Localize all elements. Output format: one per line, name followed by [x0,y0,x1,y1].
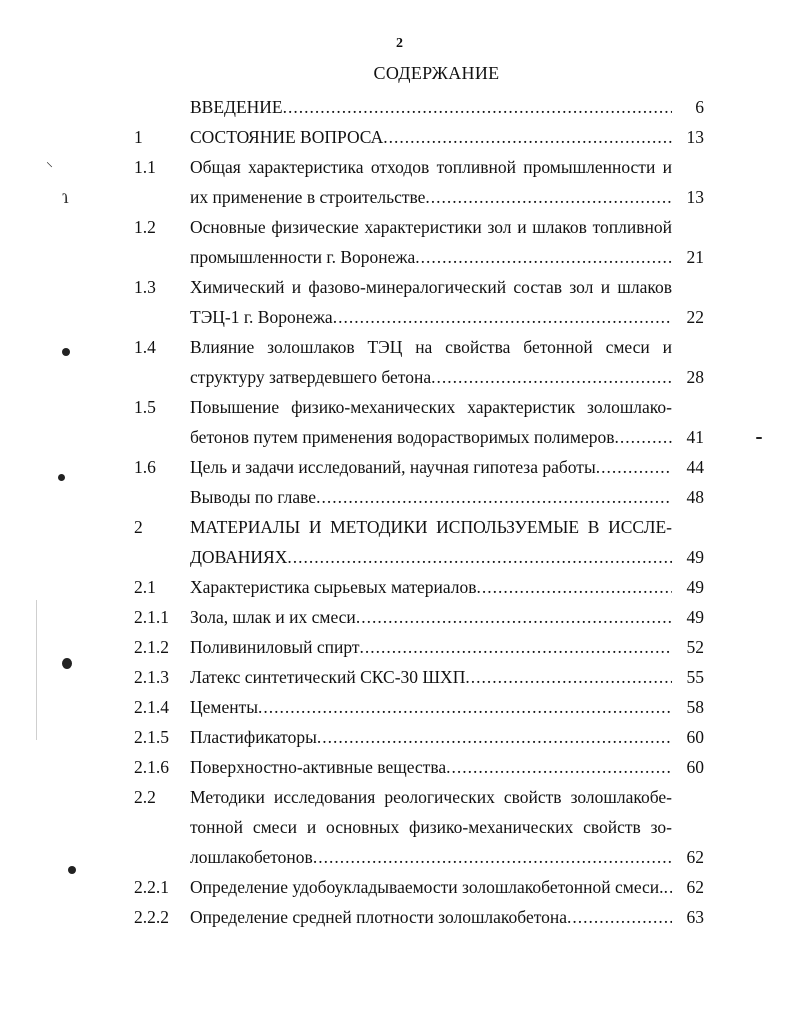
dot-leader [567,902,672,932]
toc-entry-page: 44 [686,457,704,477]
toc-entry-title [190,902,672,932]
toc-entry-line: промышленности г. Воронежа [190,247,416,267]
toc-entry-page: 28 [686,367,704,387]
toc-entry-page: 21 [686,247,704,267]
dot-leader [477,572,672,602]
toc-entry-line: Характеристика сырьевых материалов [190,577,477,597]
toc-entry-title [190,752,672,782]
toc-entry-number: 2.1.2 [134,637,169,657]
dot-leader [415,242,672,272]
toc-entry-number: 1.5 [134,397,156,417]
toc-entry-page: 49 [686,547,704,567]
page-title: СОДЕРЖАНИЕ [373,63,500,83]
toc-entry-page: 60 [686,757,704,777]
toc-entry-page: 62 [686,847,704,867]
toc-entry-line: структуру затвердевшего бетона [190,367,432,387]
toc-entry-title [190,692,672,722]
toc-entry-number: 2.2.2 [134,907,169,927]
toc-entry-page: 52 [686,637,704,657]
toc-entry-page: 63 [686,907,704,927]
toc-entry-line: Цементы [190,697,259,717]
toc-entry-line: СОСТОЯНИЕ ВОПРОСА [190,127,384,147]
toc-entry-line: лошлакобетонов [190,847,313,867]
scan-artifact [62,658,72,669]
toc-entry-page: 62 [686,877,704,897]
toc-entry-title [190,782,672,872]
toc-entry-line: ВВЕДЕНИЕ [190,97,283,117]
toc-entry-page: 48 [686,487,704,507]
toc-entry-page: 58 [686,697,704,717]
toc-entry-number: 2.1.3 [134,667,169,687]
toc-entry-page: 22 [686,307,704,327]
toc-entry-title [190,602,672,632]
toc-entry-number: 2.1.6 [134,757,169,777]
scan-artifact [36,600,37,740]
scan-artifact [58,474,65,481]
toc-entry-title [190,212,672,272]
toc-entry-page: 13 [686,127,704,147]
toc-entry-number: 2.2 [134,787,156,807]
toc-entry-title [190,392,672,452]
toc-entry-line: Общая характеристика отходов топливной промышленности и [190,157,672,177]
dot-leader [356,602,672,632]
dot-leader [431,362,672,392]
toc-entry-line: Определение средней плотности золошлакобетона [190,907,568,927]
toc-entry-number: 2.1.4 [134,697,169,717]
toc-entry-line: Поливиниловый спирт [190,637,360,657]
toc-entry-line: МАТЕРИАЛЫ И МЕТОДИКИ ИСПОЛЬЗУЕМЫЕ В ИССЛЕ- [190,517,672,537]
toc-entry-title [190,152,672,212]
toc-entry-number: 2.1.5 [134,727,169,747]
dot-leader [596,452,672,482]
toc-entry-page: 13 [686,187,704,207]
toc-entry-number: 2.1 [134,577,156,597]
toc-entry-line: Выводы по главе [190,487,317,507]
scan-artifact [756,437,762,439]
toc-entry-number: 2.1.1 [134,607,169,627]
toc-entry-line: бетонов путем применения водорастворимых полимеров [190,427,615,447]
scan-artifact [62,348,70,356]
dot-leader [283,92,672,122]
dot-leader [316,482,672,512]
scan-artifact: ⸌ [46,161,53,176]
toc-entry-title [190,872,672,902]
toc-entry-title [190,122,672,152]
dot-leader [313,842,672,872]
toc-entry-number: 2 [134,517,143,537]
dot-leader [446,752,672,782]
toc-entry-page: 6 [695,97,704,117]
toc-entry-title [190,722,672,752]
toc-entry-line: ТЭЦ-1 г. Воронежа [190,307,333,327]
toc-entry-line: Определение удобоукладываемости золошлакобетонной смеси. [190,877,664,897]
dot-leader [360,632,672,662]
dot-leader [317,722,672,752]
scan-artifact [68,866,76,874]
toc-entry-page: 41 [686,427,704,447]
dot-leader [425,182,672,212]
toc-entry-line: Влияние золошлаков ТЭЦ на свойства бетонной смеси и [190,337,672,357]
toc-entry-title [190,662,672,692]
toc-entry-title [190,572,672,602]
toc-entry-title [190,482,672,512]
toc-entry-title [190,512,672,572]
toc-entry-title [190,272,672,332]
toc-entry-line: Пластификаторы [190,727,317,747]
dot-leader [383,122,672,152]
toc-entry-number: 1.4 [134,337,156,357]
toc-entry-line: Химический и фазово-минералогический состав зол и шлаков [190,277,672,297]
dot-leader [287,542,672,572]
toc-entry-number: 1.6 [134,457,156,477]
toc-entry-title [190,332,672,392]
toc-entry-line: их применение в строительстве [190,187,426,207]
toc-entry-line: Методики исследования реологических свойств золошлакобе- [190,787,672,807]
dot-leader [465,662,672,692]
toc-entry-page: 49 [686,577,704,597]
dot-leader [333,302,672,332]
toc-entry-page: 60 [686,727,704,747]
toc-entry-line: ДОВАНИЯХ [190,547,288,567]
toc-entry-number: 1 [134,127,143,147]
toc-entry-line: Зола, шлак и их смеси [190,607,356,627]
toc-entry-title [190,92,672,122]
toc-entry-line: Цель и задачи исследований, научная гипотеза работы [190,457,596,477]
toc-entry-line: Основные физические характеристики зол и шлаков топливной [190,217,672,237]
dot-leader [614,422,672,452]
toc-entry-number: 1.1 [134,157,156,177]
dot-leader [664,872,672,902]
toc-entry-line: Поверхностно-активные вещества [190,757,447,777]
toc-entry-number: 2.2.1 [134,877,169,897]
toc-entry-page: 49 [686,607,704,627]
dot-leader [258,692,672,722]
toc-entry-number: 1.2 [134,217,156,237]
scan-artifact: ɿ [62,186,69,208]
page-number: 2 [396,36,403,51]
toc-entry-title [190,632,672,662]
toc-entry-page: 55 [686,667,704,687]
toc-entry-number: 1.3 [134,277,156,297]
toc-entry-line: Латекс синтетический СКС-30 ШХП [190,667,466,687]
toc-entry-title [190,452,672,482]
toc-entry-line: Повышение физико-механических характеристик золошлако- [190,397,672,417]
toc-entry-line: тонной смеси и основных физико-механических свойств зо- [190,817,672,837]
